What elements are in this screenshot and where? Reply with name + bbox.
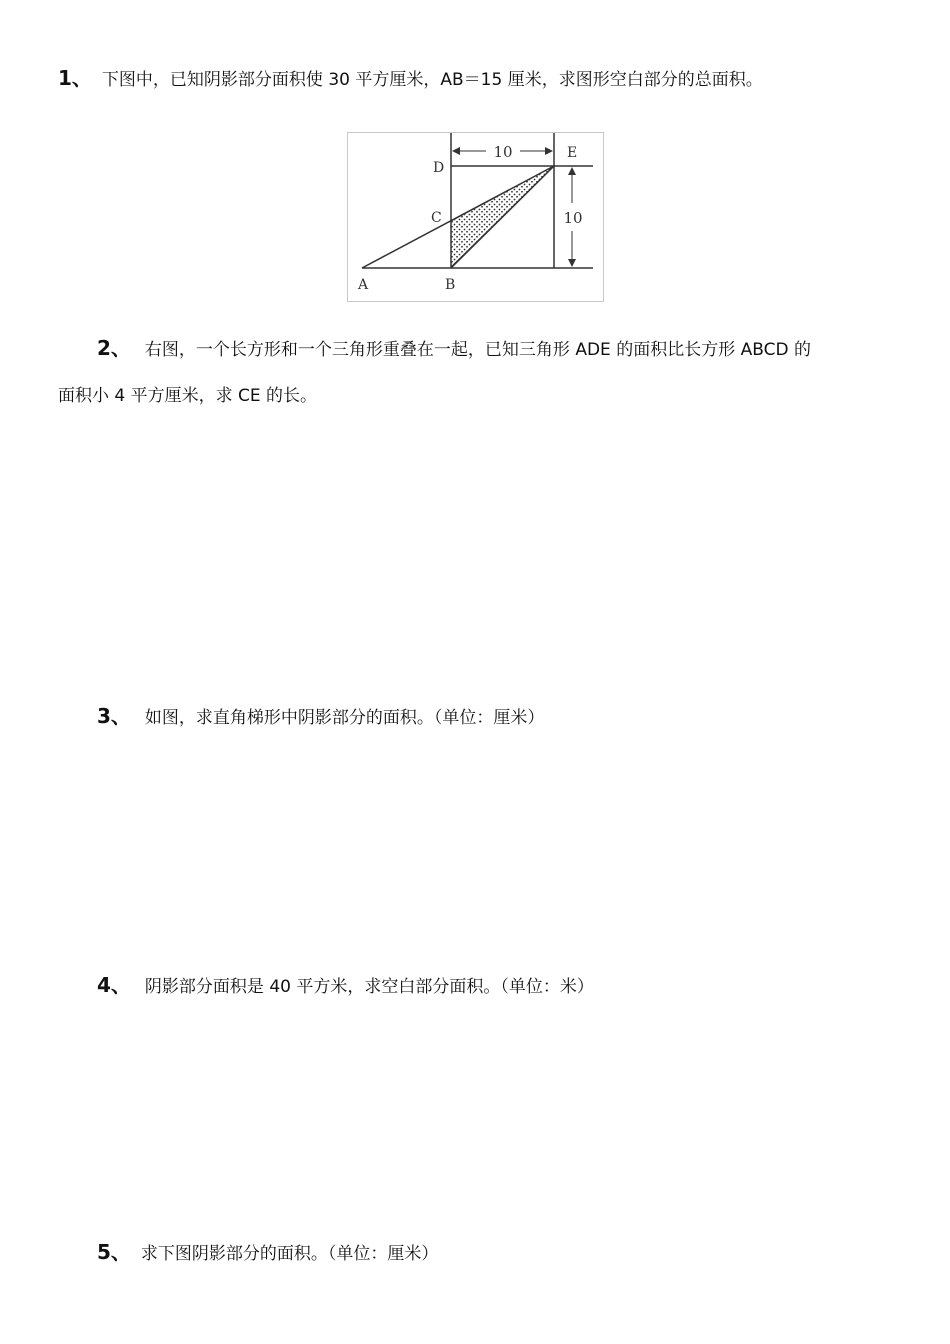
question-4-number: 4、: [97, 973, 131, 997]
question-2-text-2: 面积小 4 平方厘米，求 CE 的长。: [58, 386, 318, 406]
label-d: D: [433, 160, 445, 176]
question-4-text: 阴影部分面积是 40 平方米，求空白部分面积。（单位：米）: [144, 977, 594, 997]
question-2-number: 2、: [97, 336, 131, 360]
question-2-line-2: [58, 388, 317, 405]
question-2: [97, 338, 811, 359]
question-3-text: 如图，求直角梯形中阴影部分的面积。（单位：厘米）: [144, 708, 545, 728]
label-e: E: [567, 145, 578, 161]
label-b: B: [445, 277, 456, 293]
question-1-text: 下图中，已知阴影部分面积使 30 平方厘米，AB＝15 厘米，求图形空白部分的总面积。: [101, 70, 763, 90]
question-2-text: 右图，一个长方形和一个三角形重叠在一起，已知三角形 ADE 的面积比长方形 ABCD 的: [144, 340, 811, 360]
question-1: [58, 68, 763, 89]
question-1-number: 1、: [58, 66, 92, 90]
dim-top-label: 10: [493, 143, 513, 161]
question-5-text: 求下图阴影部分的面积。（单位：厘米）: [140, 1244, 439, 1264]
question-3: [97, 706, 544, 727]
label-a: A: [358, 277, 369, 293]
figure-question-1: [347, 132, 604, 302]
geometry-diagram: [348, 133, 603, 301]
question-5: [97, 1242, 438, 1263]
dim-right-label: 10: [563, 209, 583, 227]
question-5-number: 5、: [97, 1240, 131, 1264]
question-3-number: 3、: [97, 704, 131, 728]
question-4: [97, 975, 594, 996]
label-c: C: [431, 210, 442, 226]
